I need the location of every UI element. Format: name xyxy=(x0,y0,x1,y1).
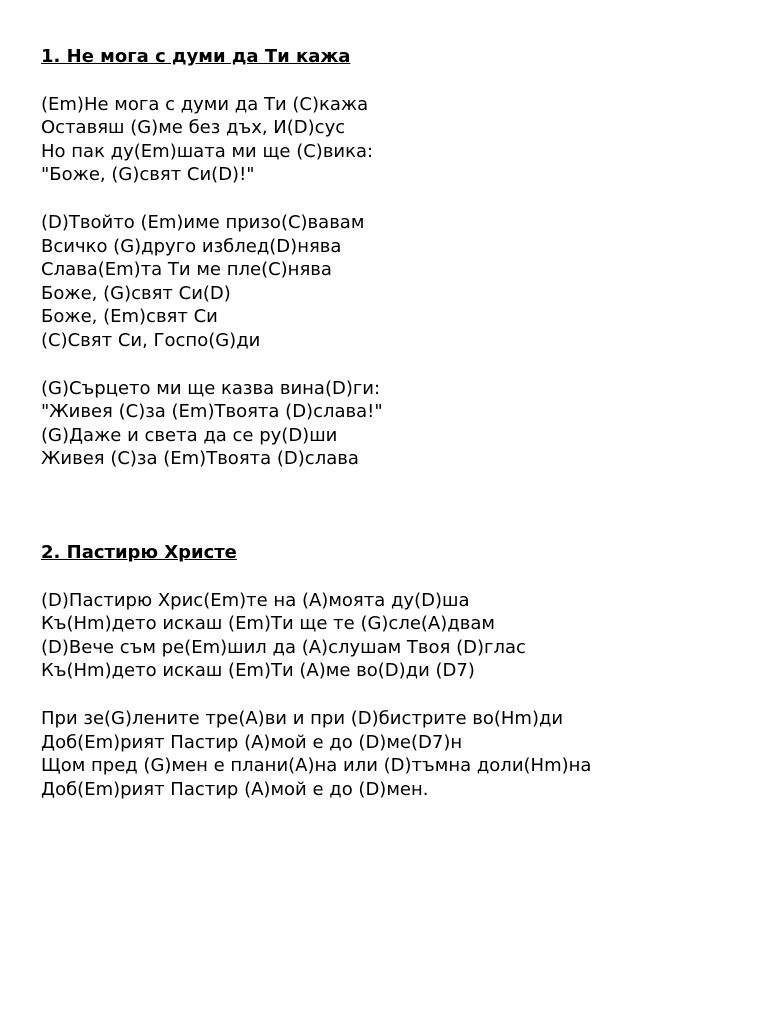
lyric-line: Но пак ду(Em)шата ми ще (C)вика: xyxy=(41,140,374,162)
song-title: 1. Не мога с думи да Ти кажа xyxy=(41,46,351,67)
lyric-line: Живея (C)за (Em)Твоята (D)слава xyxy=(41,448,359,470)
lyric-line: (G)Даже и света да се ру(D)ши xyxy=(41,424,338,446)
lyric-line: Всичко (G)друго изблед(D)нява xyxy=(41,235,342,257)
lyric-line: (D)Твойто (Em)име призо(C)вавам xyxy=(41,211,365,233)
lyric-line: Доб(Em)рият Пастир (A)мой е до (D)мен. xyxy=(41,778,429,800)
lyric-line: (G)Сърцето ми ще казва вина(D)ги: xyxy=(41,377,381,399)
lyric-line: Къ(Hm)дето искаш (Em)Ти ще те (G)сле(A)двам xyxy=(41,613,495,635)
lyric-line: Боже, (G)свят Си(D) xyxy=(41,282,231,304)
lyric-line: (D)Пастирю Хрис(Em)те на (A)моята ду(D)ша xyxy=(41,589,470,611)
lyric-line: Оставяш (G)ме без дъх, И(D)сус xyxy=(41,117,346,139)
song-title: 2. Пастирю Христе xyxy=(41,542,237,563)
lyric-line: "Боже, (G)свят Си(D)!" xyxy=(41,164,255,186)
song-1-verse-1 xyxy=(41,93,751,187)
song-2 xyxy=(41,541,751,801)
lyric-line: (D)Вече съм ре(Em)шил да (A)слушам Твоя (D)глас xyxy=(41,636,526,658)
song-1-verse-3 xyxy=(41,377,751,471)
lyric-line: Щом пред (G)мен е плани(A)на или (D)тъмна доли(Hm)на xyxy=(41,755,592,777)
lyric-line: Боже, (Em)свят Си xyxy=(41,306,218,328)
song-2-verse-1 xyxy=(41,589,751,683)
lyric-line: Доб(Em)рият Пастир (A)мой е до (D)ме(D7)н xyxy=(41,731,463,753)
lyric-line: Слава(Em)та Ти ме пле(C)нява xyxy=(41,259,332,281)
song-2-verse-2 xyxy=(41,707,751,801)
lyric-line: (C)Свят Си, Госпо(G)ди xyxy=(41,329,261,351)
song-1 xyxy=(41,45,751,471)
lyric-line: "Живея (C)за (Em)Твоята (D)слава!" xyxy=(41,401,383,423)
lyric-line: При зе(G)лените тре(A)ви и при (D)бистрите во(Hm)ди xyxy=(41,707,564,729)
lyric-line: Къ(Hm)дето искаш (Em)Ти (A)ме во(D)ди (D7) xyxy=(41,660,475,682)
lyric-line: (Em)Не мога с думи да Ти (C)кажа xyxy=(41,93,369,115)
song-1-verse-2 xyxy=(41,211,751,353)
